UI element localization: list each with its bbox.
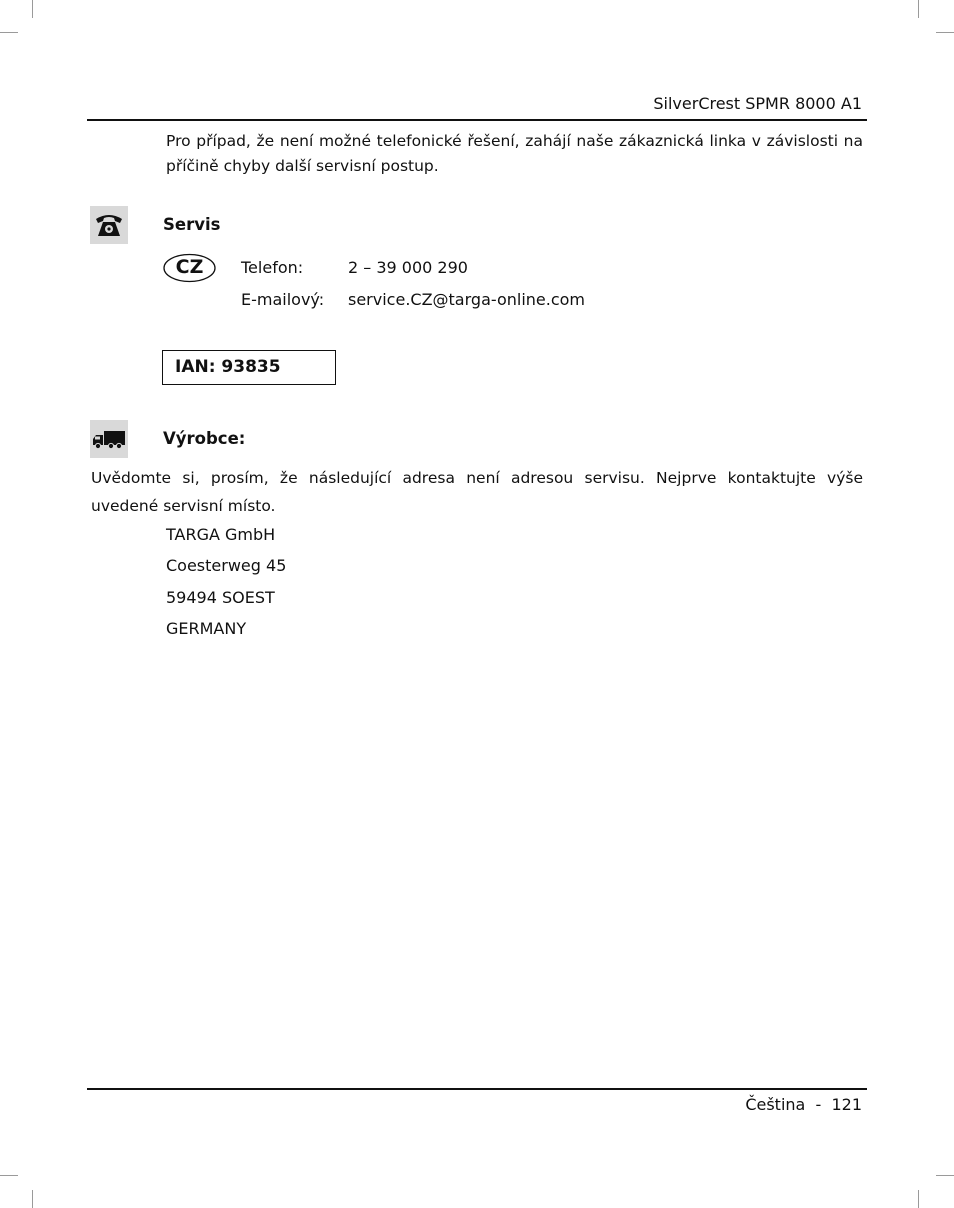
phone-label: Telefon: bbox=[241, 258, 304, 277]
address-line: Coesterweg 45 bbox=[166, 556, 287, 575]
header-title: SilverCrest SPMR 8000 A1 bbox=[653, 94, 862, 113]
crop-mark bbox=[918, 0, 919, 18]
manufacturer-note: Uvědomte si, prosím, že následující adresa není adresou servisu. Nejprve kontaktujte výše uvedené servisní místo. bbox=[91, 469, 863, 515]
email-value: service.CZ@targa-online.com bbox=[348, 290, 585, 309]
crop-mark bbox=[918, 1190, 919, 1208]
crop-mark bbox=[0, 32, 18, 33]
crop-mark bbox=[936, 1175, 954, 1176]
service-heading: Servis bbox=[163, 215, 221, 234]
ian-box bbox=[162, 350, 336, 385]
country-badge bbox=[163, 253, 216, 283]
intro-paragraph: Pro případ, že není možné telefonické řešení, zahájí naše zákaznická linka v závislosti na příčině chyby další servisní postup. bbox=[166, 132, 863, 175]
phone-value: 2 – 39 000 290 bbox=[348, 258, 468, 277]
footer-rule bbox=[87, 1088, 867, 1090]
truck-icon bbox=[90, 420, 128, 458]
header-rule bbox=[87, 119, 867, 121]
manufacturer-heading: Výrobce: bbox=[163, 429, 246, 448]
ian-label: IAN: 93835 bbox=[175, 357, 281, 377]
email-label: E-mailový: bbox=[241, 290, 325, 309]
crop-mark bbox=[936, 32, 954, 33]
page-number: Čeština - 121 bbox=[745, 1095, 862, 1114]
address-line: TARGA GmbH bbox=[166, 525, 276, 544]
country-badge-label: CZ bbox=[175, 256, 204, 278]
address-line: 59494 SOEST bbox=[166, 588, 275, 607]
telephone-icon bbox=[90, 206, 128, 244]
crop-mark bbox=[32, 1190, 33, 1208]
crop-mark bbox=[32, 0, 33, 18]
address-line: GERMANY bbox=[166, 619, 247, 638]
crop-mark bbox=[0, 1175, 18, 1176]
